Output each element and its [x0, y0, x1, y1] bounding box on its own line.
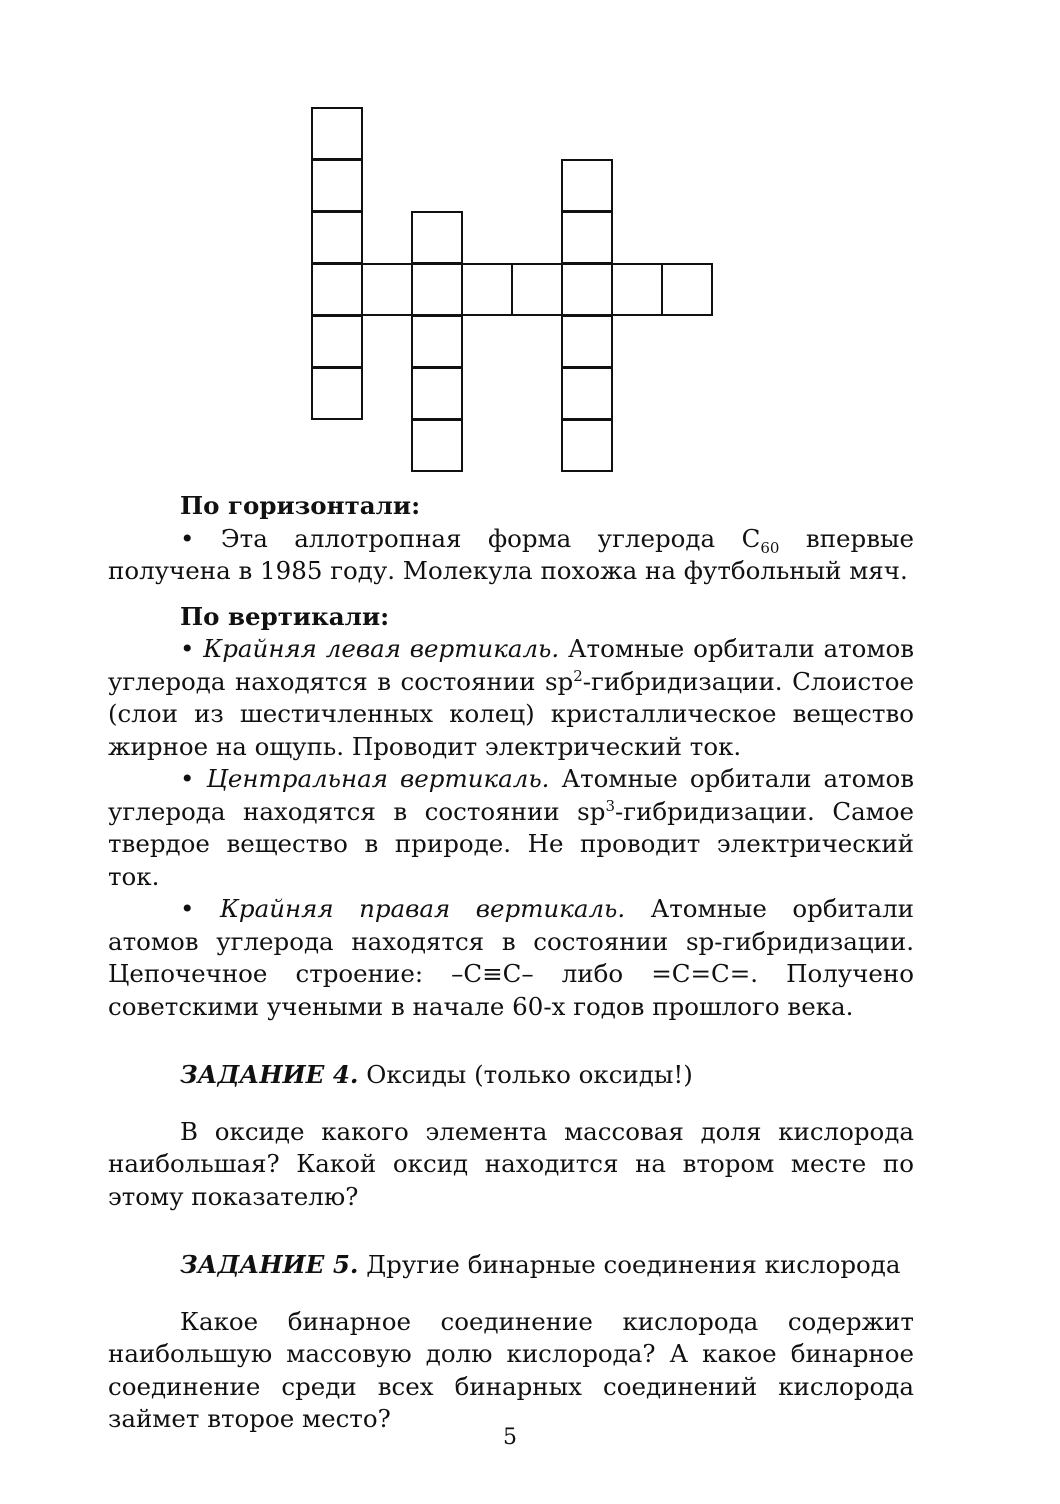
vertical-clue-right	[108, 893, 914, 1023]
task-label: ЗАДАНИЕ 4.	[180, 1060, 359, 1089]
crossword-cell[interactable]	[361, 263, 413, 316]
clue-label: • Крайняя левая вертикаль.	[180, 634, 560, 663]
crossword-cell[interactable]	[511, 263, 563, 316]
task5-text: Какое бинарное соединение кислорода содержит наибольшую массовую долю кислорода? А какое бинарное соединение среди всех бинарных соединений кислорода займет второе место?	[108, 1306, 914, 1433]
crossword-cell[interactable]	[411, 211, 463, 264]
clue-label: • Крайняя правая вертикаль.	[180, 894, 626, 923]
crossword-cell[interactable]	[561, 419, 613, 472]
clue-text: Атомные орбитали атомов углерода находятся в состоянии sp	[108, 764, 915, 826]
horizontal-heading: По горизонтали:	[180, 491, 421, 520]
clue-text: Атомные орбитали атомов углерода находятся в состоянии sp-гибридизации. Цепочечное строение: –С≡С– либо =С=С=. Получено советскими учеными в начале 60-х годов прошлого века.	[108, 894, 915, 1021]
task-title-text: Другие бинарные соединения кислорода	[358, 1250, 901, 1279]
superscript: 3	[605, 796, 615, 815]
subscript: 60	[760, 538, 780, 557]
task4-text: В оксиде какого элемента массовая доля кислорода наибольшая? Какой оксид находится на втором месте по этому показателю?	[108, 1116, 914, 1211]
clue-text: -гибридизации. Самое твердое вещество в природе. Не проводит электрический ток.	[108, 796, 914, 891]
crossword-cell[interactable]	[461, 263, 513, 316]
superscript: 2	[573, 666, 583, 685]
crossword-cell[interactable]	[561, 159, 613, 212]
task4-title	[108, 1059, 914, 1092]
crossword-cell[interactable]	[311, 211, 363, 264]
crossword-cell[interactable]	[611, 263, 663, 316]
crossword-cell[interactable]	[561, 263, 613, 316]
clue-text: • Эта аллотропная форма углерода С	[180, 523, 761, 553]
crossword-cell[interactable]	[411, 367, 463, 420]
crossword-cell[interactable]	[661, 263, 713, 316]
page-number: 5	[503, 1425, 517, 1450]
crossword-cell[interactable]	[411, 263, 463, 316]
crossword-grid	[0, 0, 1060, 480]
vertical-heading: По вертикали:	[180, 601, 390, 631]
crossword-cell[interactable]	[311, 107, 363, 160]
clue-text: -гибридизации. Слоистое (слои из шестичленных колец) кристаллическое вещество жирное на ощупь. Проводит электрический ток.	[108, 666, 914, 761]
vertical-clue-left	[108, 633, 914, 763]
task5-title	[108, 1249, 914, 1282]
task-label: ЗАДАНИЕ 5.	[180, 1250, 359, 1279]
crossword-cell[interactable]	[411, 315, 463, 368]
clue-text: впервые получена в 1985 году. Молекула похожа на футбольный мяч.	[108, 523, 914, 585]
clue-label: • Центральная вертикаль.	[180, 764, 550, 793]
crossword-cell[interactable]	[411, 419, 463, 472]
crossword-cell[interactable]	[561, 315, 613, 368]
crossword-cell[interactable]	[311, 367, 363, 420]
clue-text: Атомные орбитали атомов углерода находятся в состоянии sp	[108, 634, 914, 696]
horizontal-clue	[108, 523, 914, 588]
crossword-cell[interactable]	[561, 367, 613, 420]
task-title-text: Оксиды (только оксиды!)	[358, 1060, 693, 1089]
crossword-cell[interactable]	[311, 263, 363, 316]
vertical-clue-center	[108, 763, 914, 893]
crossword-cell[interactable]	[311, 315, 363, 368]
crossword-cell[interactable]	[311, 159, 363, 212]
main-text	[108, 490, 914, 1436]
crossword-cell[interactable]	[561, 211, 613, 264]
